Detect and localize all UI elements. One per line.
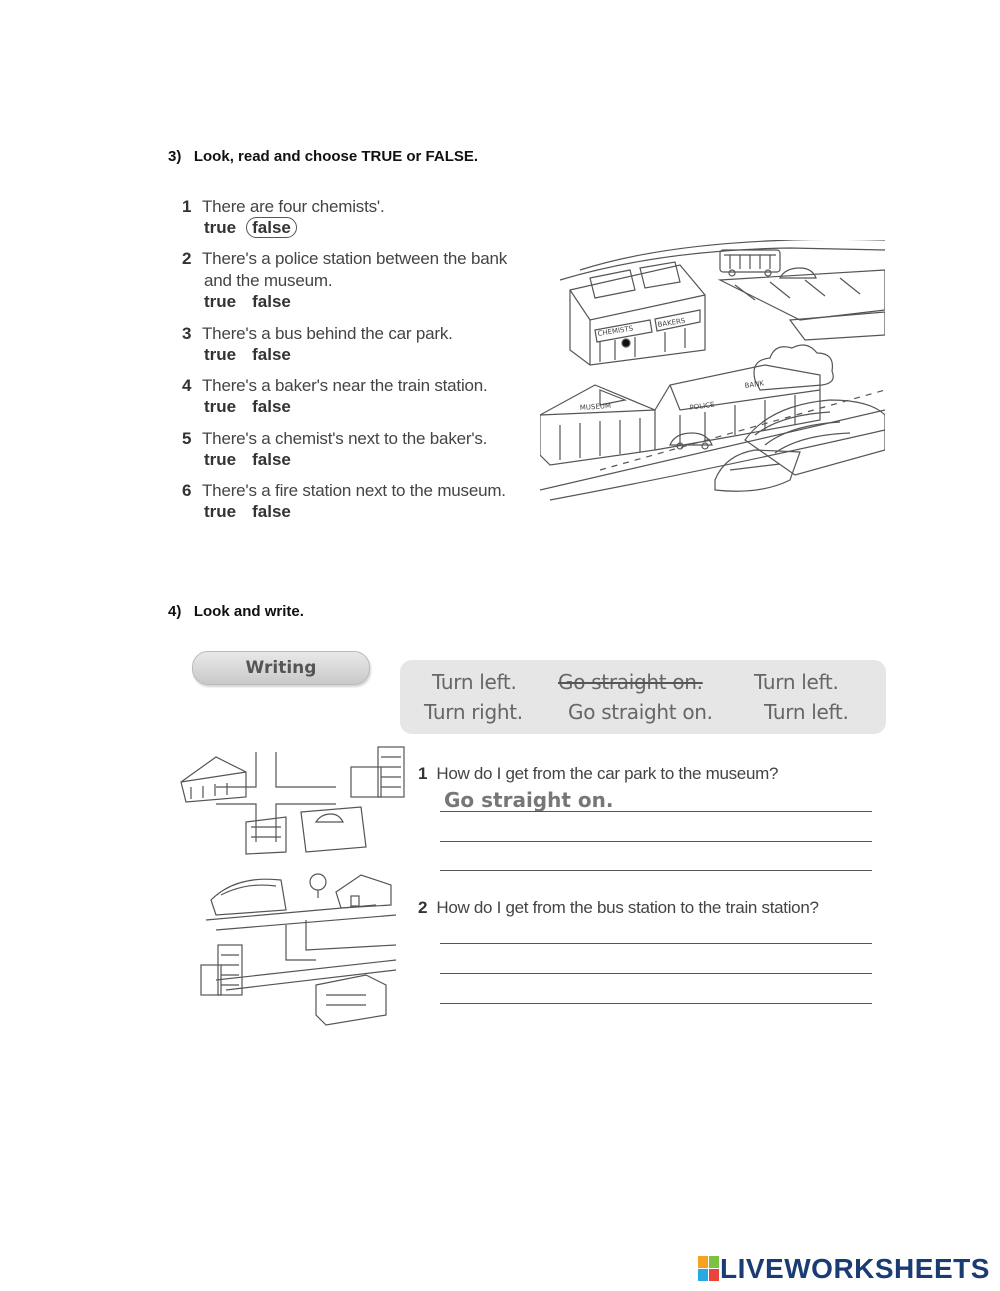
tf-question-1 <box>182 196 582 248</box>
tf-question-number: 1 <box>182 197 192 216</box>
tf-question-number: 4 <box>182 376 192 395</box>
bakers-sign: BAKERS <box>657 316 686 329</box>
word-box-item: Turn right. <box>424 700 523 724</box>
town-illustration <box>540 240 885 502</box>
tf-question-text: There's a baker's near the train station. <box>202 376 488 395</box>
logo-text: LIVEWORKSHEETS <box>720 1253 990 1284</box>
answer-line[interactable] <box>440 1003 872 1004</box>
false-option[interactable]: false <box>252 397 291 416</box>
answer-line[interactable] <box>440 870 872 871</box>
true-option[interactable]: true <box>204 345 237 364</box>
true-option[interactable]: true <box>204 450 237 469</box>
tf-question-text: There's a bus behind the car park. <box>202 324 453 343</box>
tf-question-number: 6 <box>182 481 192 500</box>
false-option[interactable]: false <box>252 345 291 364</box>
writing-label: Writing <box>192 651 370 685</box>
tf-question-text: There's a fire station next to the museum. <box>202 481 506 500</box>
answer-line[interactable] <box>440 973 872 974</box>
example-answer: Go straight on. <box>444 788 614 812</box>
true-false-list <box>182 196 582 532</box>
word-box-item: Turn left. <box>754 670 839 694</box>
answer-line[interactable] <box>440 841 872 842</box>
tf-question-2 <box>182 248 582 323</box>
tf-question-number: 2 <box>182 249 192 268</box>
section-4-number: 4) <box>168 603 182 620</box>
true-option[interactable]: true <box>204 218 237 237</box>
false-option[interactable]: false <box>252 502 291 521</box>
tf-question-6 <box>182 480 582 532</box>
write-question-1 <box>418 764 778 784</box>
tf-question-text-cont: and the museum. <box>204 271 333 290</box>
bank-sign: BANK <box>744 379 765 390</box>
write-question-number: 2 <box>418 898 428 917</box>
false-option[interactable]: false <box>252 292 291 311</box>
section-3-title <box>168 148 478 165</box>
false-option-circled[interactable]: false <box>246 217 297 238</box>
tf-question-number: 5 <box>182 429 192 448</box>
true-option[interactable]: true <box>204 292 237 311</box>
liveworksheets-logo <box>698 1254 990 1284</box>
tf-question-5 <box>182 428 582 480</box>
tf-question-4 <box>182 375 582 428</box>
map-2-illustration <box>196 870 410 1030</box>
section-3-number: 3) <box>168 148 182 165</box>
tf-question-text: There are four chemists'. <box>202 197 385 216</box>
write-question-text: How do I get from the bus station to the train station? <box>436 898 819 917</box>
word-box-item: Turn left. <box>764 700 849 724</box>
word-box-item-struck: Go straight on. <box>558 670 703 694</box>
word-box-item: Go straight on. <box>568 700 713 724</box>
write-question-2 <box>418 898 819 918</box>
police-sign: POLICE <box>689 400 716 412</box>
map-1-illustration <box>176 742 410 860</box>
tf-question-3 <box>182 323 582 375</box>
tf-question-text: There's a police station between the bank <box>202 249 508 268</box>
answer-line[interactable] <box>440 811 872 812</box>
section-4-title <box>168 603 304 620</box>
logo-blocks-icon <box>698 1256 720 1282</box>
museum-sign: MUSEUM <box>579 401 612 412</box>
chemists-sign: CHEMISTS <box>597 324 634 338</box>
answer-line[interactable] <box>440 943 872 944</box>
false-option[interactable]: false <box>252 450 291 469</box>
section-4-instruction: Look and write. <box>193 603 304 620</box>
write-question-text: How do I get from the car park to the museum? <box>436 764 779 783</box>
section-3-instruction: Look, read and choose TRUE or FALSE. <box>193 148 479 165</box>
word-box-item: Turn left. <box>432 670 517 694</box>
word-box <box>400 660 886 734</box>
true-option[interactable]: true <box>204 502 237 521</box>
tf-question-text: There's a chemist's next to the baker's. <box>202 429 488 448</box>
true-option[interactable]: true <box>204 397 237 416</box>
write-question-number: 1 <box>418 764 428 783</box>
tf-question-number: 3 <box>182 324 192 343</box>
